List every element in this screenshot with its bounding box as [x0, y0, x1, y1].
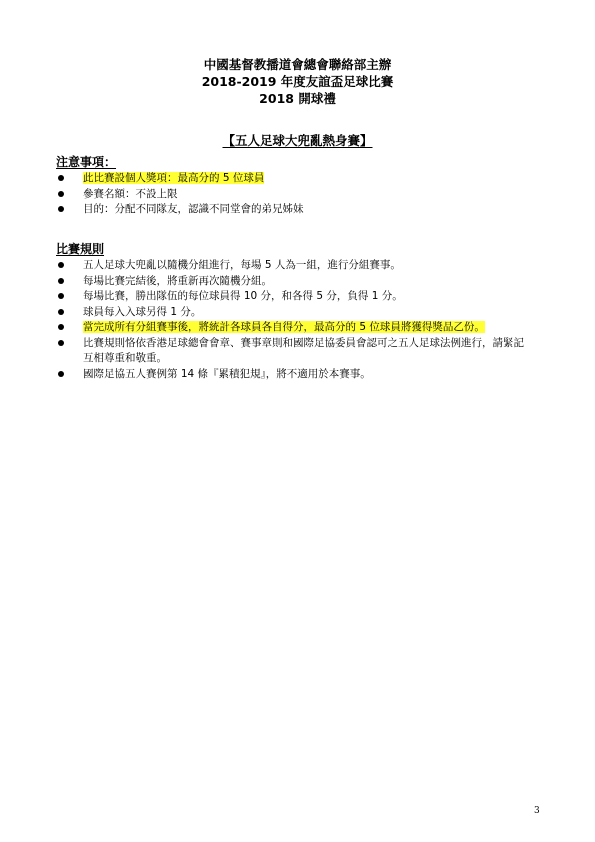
list-item-text: 球員每入入球另得 1 分。 — [83, 305, 202, 318]
document-header — [0, 56, 595, 107]
bullet-icon — [58, 278, 64, 284]
bullet-icon — [58, 206, 64, 212]
bullet-icon — [58, 293, 64, 299]
list-item-text: 國際足協五人賽例第 14 條『累積犯規』，將不適用於本賽事。 — [83, 367, 371, 380]
list-item — [56, 258, 546, 274]
list-item-text: 參賽名額：不設上限 — [83, 187, 178, 200]
list-item — [56, 336, 546, 367]
bullet-icon — [58, 262, 64, 268]
event-title — [0, 133, 595, 149]
list-item — [56, 289, 546, 305]
bullet-icon — [58, 371, 64, 377]
bullet-icon — [58, 340, 64, 346]
list-item-text: 每場比賽，勝出隊伍的每位球員得 10 分，和各得 5 分，負得 1 分。 — [83, 290, 403, 302]
list-item-text: 目的：分配不同隊友，認識不同堂會的弟兄姊妹 — [83, 203, 304, 215]
rules-section — [56, 241, 546, 382]
rules-list — [56, 258, 546, 382]
list-item — [56, 202, 546, 218]
list-item-text: 比賽規則恪依香港足球總會會章、賽事章則和國際足協委員會認可之五人足球法例進行，請緊記互相尊重和敬重。 — [83, 336, 524, 364]
notes-section — [56, 154, 546, 218]
bullet-icon — [58, 309, 64, 315]
list-item — [56, 171, 546, 187]
rules-heading: 比賽規則 — [56, 242, 105, 256]
bullet-icon — [58, 191, 64, 197]
list-item — [56, 274, 546, 290]
list-item — [56, 305, 546, 321]
list-item-text: 此比賽設個人獎項：最高分的 5 位球員 — [83, 172, 265, 184]
notes-list — [56, 171, 546, 218]
page-number: 3 — [534, 806, 540, 816]
event-title-text: 【五人足球大兜亂熱身賽】 — [222, 133, 373, 148]
opening-ceremony-line: 2018 開球禮 — [259, 91, 336, 106]
event-series-line: 2018-2019 年度友誼盃足球比賽 — [201, 74, 394, 89]
bullet-icon — [58, 175, 64, 181]
organizer-line: 中國基督教播道會總會聯絡部主辦 — [203, 57, 392, 72]
list-item-text: 五人足球大兜亂以隨機分組進行，每場 5 人為一組，進行分組賽事。 — [83, 259, 401, 271]
list-item-text: 當完成所有分組賽事後，將統計各球員各自得分，最高分的 5 位球員將獲得獎品乙份。 — [83, 321, 485, 333]
bullet-icon — [58, 324, 64, 330]
list-item — [56, 320, 546, 336]
list-item — [56, 367, 546, 383]
notes-heading: 注意事項： — [56, 155, 117, 169]
list-item-text: 每場比賽完結後，將重新再次隨機分組。 — [83, 274, 272, 287]
list-item — [56, 187, 546, 203]
